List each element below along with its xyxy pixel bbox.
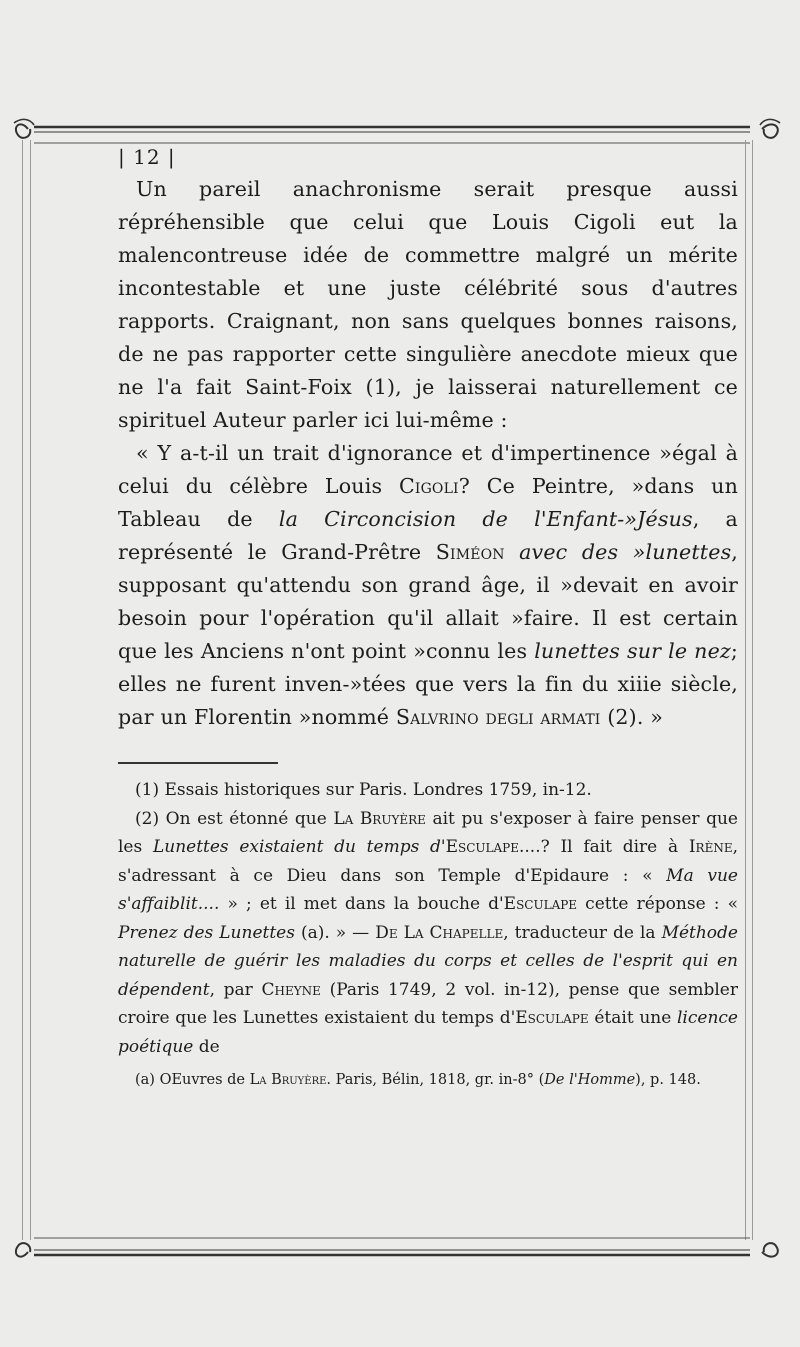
sub-footnote-a	[118, 1069, 738, 1091]
footnote-text: , par	[209, 979, 262, 1000]
subnote-italic: De l'Homme	[544, 1072, 636, 1088]
name-salvrino: Salvrino degli armati	[395, 705, 601, 729]
page-number: | 12 |	[118, 145, 176, 169]
footnote-separator	[118, 762, 278, 764]
name-simeon: Siméon	[435, 540, 505, 564]
subnote-text: . Paris, Bélin, 1818, gr. in-8° (	[326, 1072, 545, 1088]
footnote-2	[118, 805, 738, 1062]
name-bruyere: La Bruyère	[249, 1072, 327, 1088]
name-bruyere: La Bruyère	[333, 808, 426, 829]
main-paragraph: Un pareil anachronisme serait presque aussi répréhensible que celui que Louis Cigoli eut la malencontreuse idée de commettre malgré un mérite incontestable et une juste célébrité sous d'autres rapports. Craignant, non sans quelques bonnes raisons, de ne pas rapporter cette singulière anecdote mieux que ne l'a fait Saint-Foix (1), je laisserai naturellement ce spirituel Auteur parler ici lui-même :	[118, 177, 738, 432]
quote-italic: avec des »lunettes	[504, 540, 732, 564]
name-chapelle: De La Chapelle	[375, 922, 504, 943]
footnote-text: , traducteur de la	[503, 922, 662, 943]
quote-text: (2). »	[600, 705, 663, 729]
left-border-line-inner	[30, 140, 31, 1240]
footnote-text: , s'adressant à ce Dieu dans son Temple d'Epidaure : «	[118, 837, 738, 886]
right-border-line-inner	[752, 140, 753, 1240]
right-border-line	[745, 140, 746, 1240]
name-irene: Irène	[688, 837, 733, 857]
footnote-text: (a). » —	[294, 922, 376, 943]
name-esculape: Esculape	[515, 1008, 589, 1028]
footnote-text: (2) On est étonné que	[135, 808, 334, 829]
footnote-italic: licence poétique	[118, 1008, 738, 1057]
footnote-text: était une	[588, 1008, 677, 1028]
footnote-text: ....? Il fait dire à	[519, 837, 689, 857]
quote-italic: lunettes sur le nez	[534, 639, 731, 663]
quote-title-italic: la Circoncision de l'Enfant-»Jésus	[278, 507, 693, 531]
footnote-1: (1) Essais historiques sur Paris. Londres 1759, in-12.	[135, 780, 592, 800]
footnote-text: de	[193, 1036, 220, 1057]
bottom-border-ornament	[10, 1228, 785, 1268]
quote-text: ; elles ne furent inven-»tées que vers la fin du xiiie siècle, par un Florentin »nommé	[118, 639, 738, 729]
name-cheyne: Cheyne	[261, 979, 321, 1000]
subnote-text: ), p. 148.	[635, 1072, 701, 1088]
footnote-text: (Paris 1749, 2 vol. in-12), pense que sembler croire que les Lunettes existaient du temps d'	[118, 979, 738, 1028]
left-border-line	[22, 140, 23, 1240]
footnote-italic: Prenez des Lunettes	[118, 922, 295, 943]
footnote-italic: Méthode naturelle de guérir les maladies du corps et celles de l'esprit qui en dépendent	[118, 922, 738, 1000]
quote-text: , supposant qu'attendu son grand âge, il »devait en avoir besoin pour l'opération qu'il allait »faire. Il est certain que les Anciens n'ont point »connu les	[118, 540, 738, 663]
name-cigoli: Cigoli	[399, 474, 459, 498]
name-esculape: Esculape	[445, 837, 519, 857]
footnote-italic: Ma vue s'affaiblit....	[118, 865, 738, 914]
quotation-paragraph	[118, 437, 738, 734]
footnote-italic: Lunettes existaient du temps d'	[152, 837, 446, 857]
footnote-text: » ; et il met dans la bouche d'	[219, 894, 504, 914]
subnote-text: (a) OEuvres de	[135, 1072, 250, 1088]
quote-text: , a représenté le Grand-Prêtre	[118, 507, 738, 564]
footnote-text: cette réponse : «	[577, 894, 738, 914]
quote-text: ? Ce Peintre, »dans un Tableau de	[118, 474, 738, 531]
name-esculape: Esculape	[503, 894, 578, 914]
quote-text: « Y a-t-il un trait d'ignorance et d'impertinence »égal à celui du célèbre Louis	[118, 441, 738, 498]
page-content	[118, 145, 738, 1091]
footnote-text: ait pu s'exposer à faire penser que les	[118, 808, 738, 857]
